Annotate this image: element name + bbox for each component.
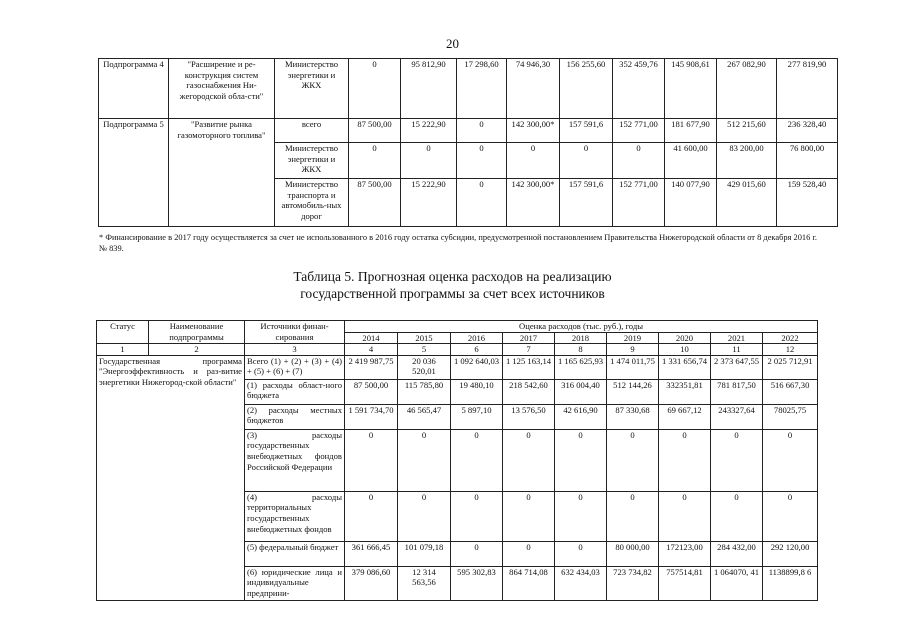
value-cell: 267 082,90 (717, 59, 777, 119)
value-cell: 0 (613, 143, 665, 179)
source-cell: Всего (1) + (2) + (3) + (4) + (5) + (6) + (7) (245, 355, 345, 379)
value-cell: 0 (763, 491, 818, 541)
value-cell: 101 079,18 (398, 541, 451, 566)
table-row (99, 119, 838, 143)
header-year: 2014 (345, 332, 398, 344)
table-4-continuation (98, 58, 838, 227)
column-number: 4 (345, 344, 398, 356)
value-cell: 632 434,03 (555, 566, 607, 600)
column-number: 8 (555, 344, 607, 356)
value-cell: 80 000,00 (607, 541, 659, 566)
header-year: 2022 (763, 332, 818, 344)
value-cell: 78025,75 (763, 404, 818, 429)
source-cell: (5) федеральный бюджет (245, 541, 345, 566)
value-cell: 0 (503, 541, 555, 566)
value-cell: 361 666,45 (345, 541, 398, 566)
header-year: 2016 (451, 332, 503, 344)
value-cell: 46 565,47 (398, 404, 451, 429)
value-cell: 140 077,90 (665, 179, 717, 227)
value-cell: 41 600,00 (665, 143, 717, 179)
value-cell: 218 542,60 (503, 379, 555, 404)
value-cell: 76 800,00 (777, 143, 838, 179)
source-cell: (6) юридические лица и индивидуальные предприни- (245, 566, 345, 600)
source-cell: (4) расходы территориальных государственных внебюджетных фондов (245, 491, 345, 541)
value-cell: 2 025 712,91 (763, 355, 818, 379)
value-cell: 17 298,60 (457, 59, 507, 119)
value-cell: 0 (607, 491, 659, 541)
value-cell: 95 812,90 (401, 59, 457, 119)
name-cell: "Развитие рынка газомоторного топлива" (169, 119, 275, 227)
value-cell: 864 714,08 (503, 566, 555, 600)
value-cell: 172123,00 (659, 541, 711, 566)
name-cell: "Расширение и ре-конструкция систем газоснабжения Ни-жегородской обла-сти" (169, 59, 275, 119)
value-cell: 0 (711, 429, 763, 491)
value-cell: 87 500,00 (349, 179, 401, 227)
source-cell: (3) расходы государственных внебюджетных фондов Российской Федерации (245, 429, 345, 491)
value-cell: 15 222,90 (401, 119, 457, 143)
value-cell: 115 785,80 (398, 379, 451, 404)
value-cell: 1 064070, 41 (711, 566, 763, 600)
value-cell: 236 328,40 (777, 119, 838, 143)
value-cell: 781 817,50 (711, 379, 763, 404)
source-cell: всего (275, 119, 349, 143)
value-cell: 152 771,00 (613, 179, 665, 227)
value-cell: 0 (503, 429, 555, 491)
value-cell: 0 (457, 179, 507, 227)
source-cell: (1) расходы област-ного бюджета (245, 379, 345, 404)
value-cell: 0 (349, 143, 401, 179)
value-cell: 0 (451, 491, 503, 541)
column-number: 10 (659, 344, 711, 356)
value-cell: 15 222,90 (401, 179, 457, 227)
value-cell: 1 165 625,93 (555, 355, 607, 379)
column-number: 7 (503, 344, 555, 356)
value-cell: 0 (507, 143, 560, 179)
source-cell: Министерство энергетики и ЖКХ (275, 143, 349, 179)
value-cell: 0 (457, 119, 507, 143)
value-cell: 0 (555, 491, 607, 541)
table-5-title-line-2: государственной программы за счет всех источников (300, 286, 605, 301)
value-cell: 0 (659, 491, 711, 541)
header-year: 2020 (659, 332, 711, 344)
value-cell: 292 120,00 (763, 541, 818, 566)
value-cell: 1 125 163,14 (503, 355, 555, 379)
column-number: 11 (711, 344, 763, 356)
value-cell: 87 500,00 (345, 379, 398, 404)
value-cell: 83 200,00 (717, 143, 777, 179)
value-cell: 0 (560, 143, 613, 179)
page-number: 20 (446, 36, 459, 51)
column-number: 3 (245, 344, 345, 356)
value-cell: 379 086,60 (345, 566, 398, 600)
value-cell: 0 (555, 429, 607, 491)
value-cell: 723 734,82 (607, 566, 659, 600)
status-cell: Подпрограмма 5 (99, 119, 169, 227)
value-cell: 284 432,00 (711, 541, 763, 566)
value-cell: 316 004,40 (555, 379, 607, 404)
value-cell: 159 528,40 (777, 179, 838, 227)
value-cell: 5 897,10 (451, 404, 503, 429)
value-cell: 352 459,76 (613, 59, 665, 119)
value-cell: 0 (345, 429, 398, 491)
header-subprogram: Наименование подпрограммы (149, 321, 245, 344)
value-cell: 512 144,26 (607, 379, 659, 404)
header-year: 2018 (555, 332, 607, 344)
value-cell: 142 300,00* (507, 119, 560, 143)
value-cell: 0 (345, 491, 398, 541)
value-cell: 1 331 656,74 (659, 355, 711, 379)
column-number: 5 (398, 344, 451, 356)
value-cell: 0 (763, 429, 818, 491)
value-cell: 0 (503, 491, 555, 541)
value-cell: 1138899,8 6 (763, 566, 818, 600)
value-cell: 0 (398, 429, 451, 491)
value-cell: 12 314 563,56 (398, 566, 451, 600)
value-cell: 0 (398, 491, 451, 541)
value-cell: 19 480,10 (451, 379, 503, 404)
value-cell: 0 (457, 143, 507, 179)
value-cell: 243327,64 (711, 404, 763, 429)
value-cell: 1 092 640,03 (451, 355, 503, 379)
value-cell: 13 576,50 (503, 404, 555, 429)
source-cell: Министерство транспорта и автомобиль-ных дорог (275, 179, 349, 227)
value-cell: 142 300,00* (507, 179, 560, 227)
value-cell: 2 373 647,55 (711, 355, 763, 379)
table-row (99, 59, 838, 119)
value-cell: 87 500,00 (349, 119, 401, 143)
value-cell: 20 036 520,01 (398, 355, 451, 379)
value-cell: 757514,81 (659, 566, 711, 600)
value-cell: 332351,81 (659, 379, 711, 404)
table-5-title-line-1: Таблица 5. Прогнозная оценка расходов на реализацию (293, 269, 612, 284)
column-number: 1 (97, 344, 149, 356)
value-cell: 156 255,60 (560, 59, 613, 119)
table-5-title (0, 268, 905, 302)
value-cell: 0 (401, 143, 457, 179)
column-number: 2 (149, 344, 245, 356)
value-cell: 0 (349, 59, 401, 119)
value-cell: 69 667,12 (659, 404, 711, 429)
program-name-cell: Государственная программа "Энергоэффективность и раз-витие энергетики Нижегород-ской области" (97, 355, 245, 600)
value-cell: 87 330,68 (607, 404, 659, 429)
header-estimate: Оценка расходов (тыс. руб.), годы (345, 321, 818, 333)
value-cell: 74 946,30 (507, 59, 560, 119)
table-row (97, 355, 818, 379)
value-cell: 1 474 011,75 (607, 355, 659, 379)
value-cell: 1 591 734,70 (345, 404, 398, 429)
value-cell: 0 (711, 491, 763, 541)
header-year: 2015 (398, 332, 451, 344)
value-cell: 0 (555, 541, 607, 566)
value-cell: 595 302,83 (451, 566, 503, 600)
value-cell: 0 (451, 429, 503, 491)
header-row (97, 321, 818, 333)
header-year: 2017 (503, 332, 555, 344)
value-cell: 516 667,30 (763, 379, 818, 404)
status-cell: Подпрограмма 4 (99, 59, 169, 119)
source-cell: (2) расходы местных бюджетов (245, 404, 345, 429)
header-status: Статус (97, 321, 149, 344)
value-cell: 181 677,90 (665, 119, 717, 143)
source-cell: Министерство энергетики и ЖКХ (275, 59, 349, 119)
value-cell: 0 (659, 429, 711, 491)
value-cell: 152 771,00 (613, 119, 665, 143)
value-cell: 0 (607, 429, 659, 491)
value-cell: 512 215,60 (717, 119, 777, 143)
value-cell: 157 591,6 (560, 119, 613, 143)
column-number: 6 (451, 344, 503, 356)
column-number-row (97, 344, 818, 356)
header-year: 2019 (607, 332, 659, 344)
value-cell: 2 419 987,75 (345, 355, 398, 379)
value-cell: 42 616,90 (555, 404, 607, 429)
value-cell: 157 591,6 (560, 179, 613, 227)
value-cell: 0 (451, 541, 503, 566)
value-cell: 277 819,90 (777, 59, 838, 119)
column-number: 9 (607, 344, 659, 356)
header-year: 2021 (711, 332, 763, 344)
column-number: 12 (763, 344, 818, 356)
header-sources: Источники финан-сирования (245, 321, 345, 344)
value-cell: 429 015,60 (717, 179, 777, 227)
value-cell: 145 908,61 (665, 59, 717, 119)
table-5 (96, 320, 818, 601)
footnote: * Финансирование в 2017 году осуществляется за счет не использованного в 2016 году остатка субсидии, предусмотренной постановлением Правительства Нижегородской области от 8 декабря 2016 г. № 839. (99, 233, 817, 253)
